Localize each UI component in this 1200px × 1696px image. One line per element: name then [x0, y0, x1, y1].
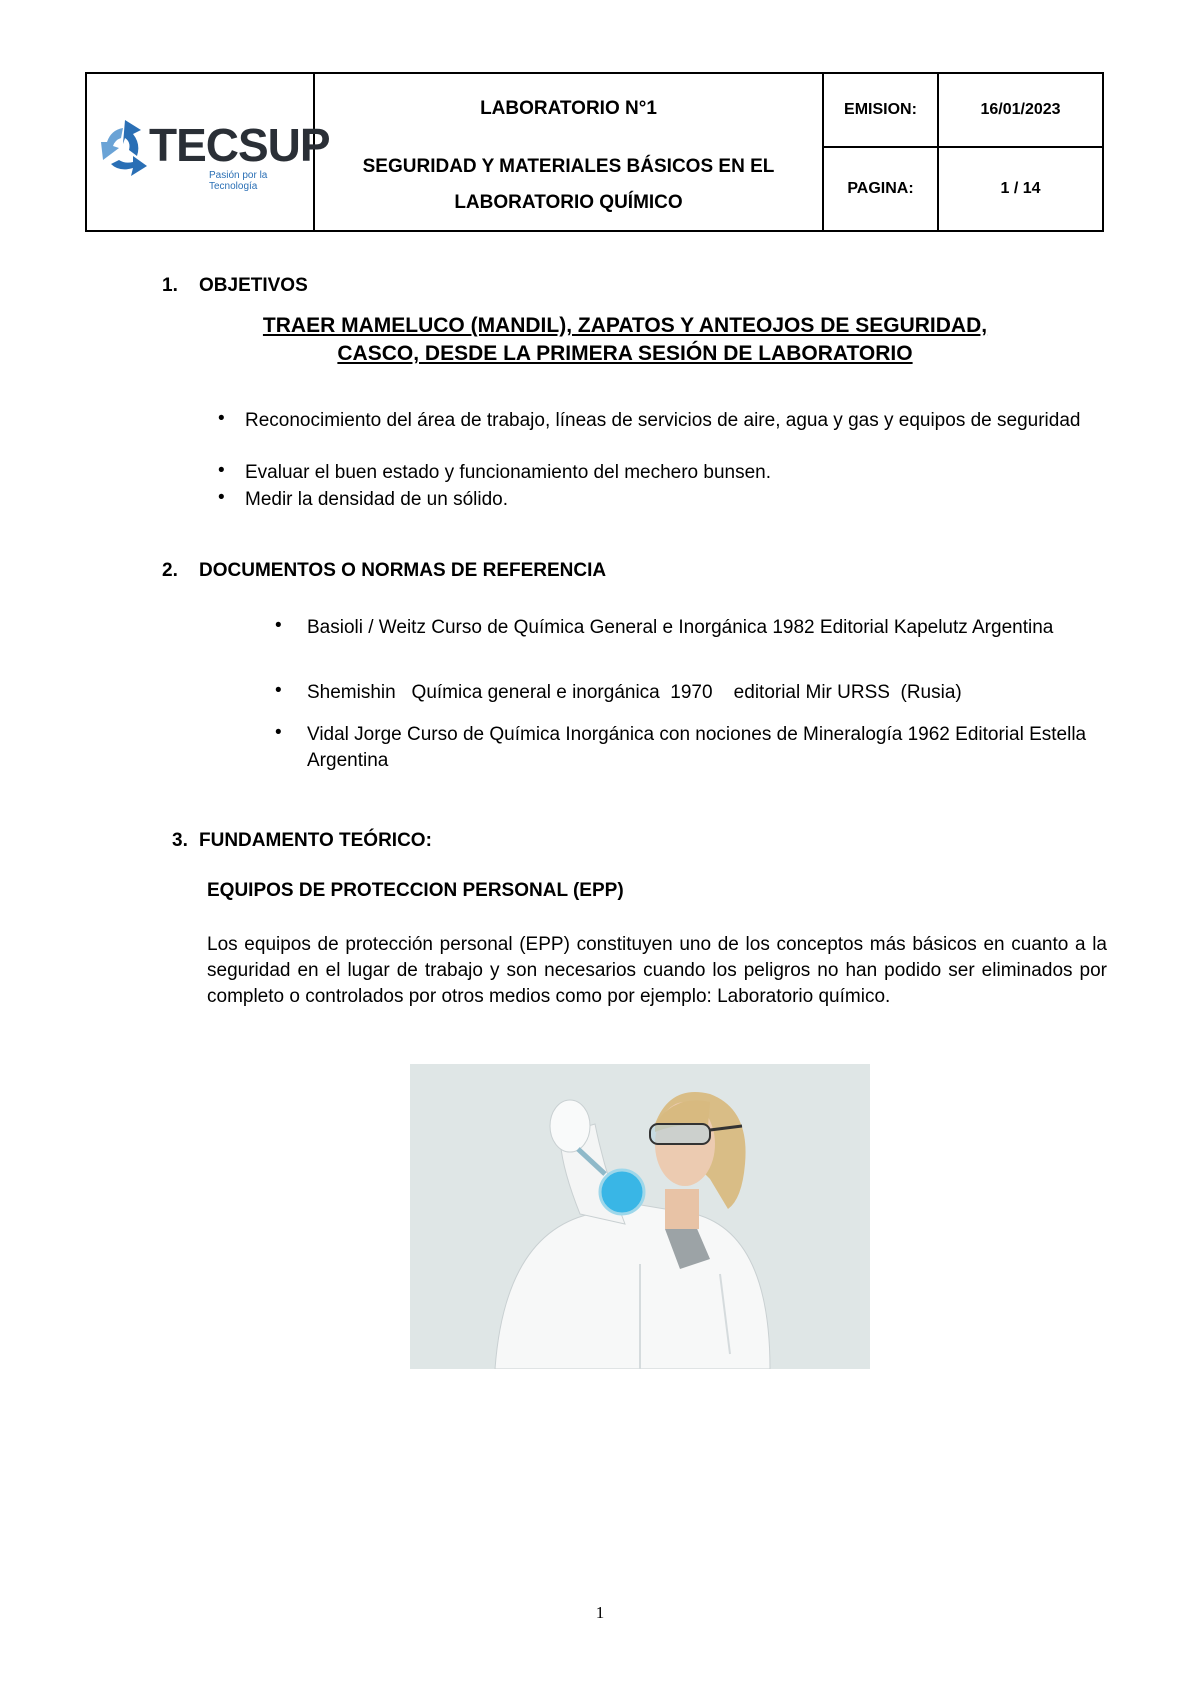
list-item: Medir la densidad de un sólido. [245, 489, 509, 510]
section2-title: DOCUMENTOS O NORMAS DE REFERENCIA [199, 560, 607, 581]
bullet-icon: • [275, 680, 282, 701]
list-item: Vidal Jorge Curso de Química Inorgánica con nociones de Mineralogía 1962 Editorial Estella Argentina [307, 724, 1087, 771]
bullet-icon: • [275, 722, 282, 743]
scientist-illustration [410, 1064, 870, 1369]
pagina-label: PAGINA: [847, 180, 914, 197]
bullet-icon: • [275, 615, 282, 636]
emision-value: 16/01/2023 [939, 74, 1102, 148]
bullet-icon: • [218, 408, 225, 429]
section2-number: 2. [162, 560, 178, 581]
section1-number: 1. [162, 275, 178, 296]
section1-title: OBJETIVOS [199, 275, 308, 296]
logo-wordmark: TECSUP [149, 119, 330, 171]
logo-tagline: Pasión por la Tecnología [209, 170, 268, 192]
section3-number: 3. [172, 830, 188, 851]
lab-title-line2: LABORATORIO QUÍMICO [454, 192, 683, 213]
header-title-cell [315, 74, 824, 230]
safety-warning-line1: TRAER MAMELUCO (MANDIL), ZAPATOS Y ANTEOJOS DE SEGURIDAD, [262, 314, 988, 337]
epp-paragraph: Los equipos de protección personal (EPP) constituyen uno de los conceptos más básicos en cuanto a la seguridad en el lugar de trabajo y son necesarios cuando los peligros no han podido ser eliminados por completo o controlados por otros medios como por ejemplo: Laboratorio químico. [207, 934, 1107, 1007]
document-header [85, 72, 1104, 232]
safety-warning [150, 312, 1100, 368]
pagina-value: 1 / 14 [1000, 180, 1041, 197]
header-value-column [939, 74, 1102, 230]
list-item: Reconocimiento del área de trabajo, líneas de servicios de aire, agua y gas y equipos de seguridad [245, 410, 1081, 431]
section3-title: FUNDAMENTO TEÓRICO: [199, 830, 432, 851]
list-item: Shemishin Química general e inorgánica 1970 editorial Mir URSS (Rusia) [307, 682, 962, 703]
safety-warning-line2: CASCO, DESDE LA PRIMERA SESIÓN DE LABORATORIO [337, 342, 913, 365]
bullet-icon: • [218, 487, 225, 508]
emision-label: EMISION: [824, 74, 937, 148]
section3-subtitle: EQUIPOS DE PROTECCION PERSONAL (EPP) [207, 880, 624, 901]
bullet-icon: • [218, 460, 225, 481]
page-number: 1 [595, 1603, 605, 1622]
lab-number-title: LABORATORIO N°1 [480, 98, 657, 119]
tecsup-logo [97, 112, 330, 192]
list-item: Evaluar el buen estado y funcionamiento del mechero bunsen. [245, 462, 772, 483]
lab-title-line1: SEGURIDAD Y MATERIALES BÁSICOS EN EL [362, 156, 775, 177]
logo-cell [87, 74, 330, 230]
lab-safety-photo [410, 1064, 870, 1369]
header-label-column [824, 74, 939, 230]
recycle-arrows-icon [97, 112, 157, 182]
list-item: Basioli / Weitz Curso de Química General e Inorgánica 1982 Editorial Kapelutz Argentina [307, 617, 1054, 638]
